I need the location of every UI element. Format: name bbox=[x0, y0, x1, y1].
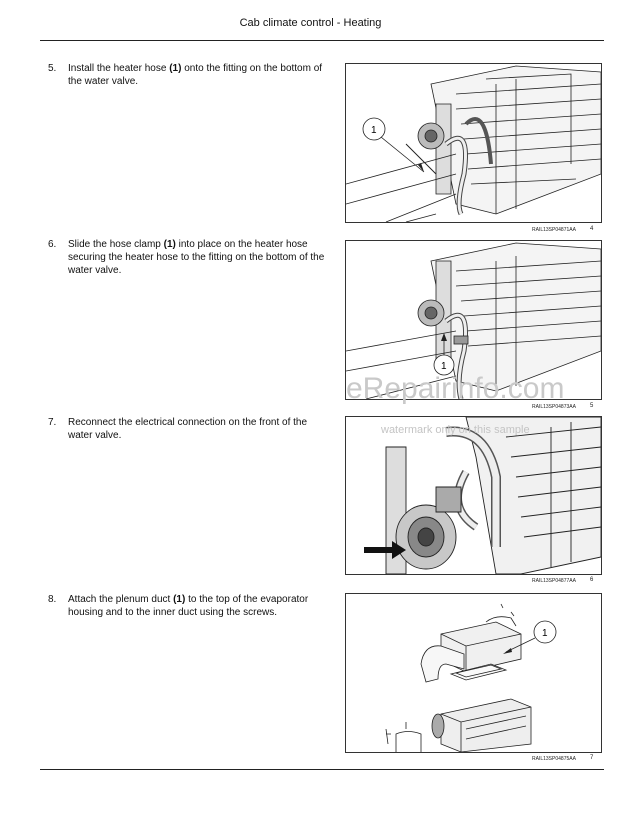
step-number: 6. bbox=[48, 239, 57, 250]
header-rule bbox=[40, 40, 604, 41]
step-8 bbox=[48, 593, 330, 619]
step-text: Install the heater hose (1) onto the fitting on the bottom of the water valve. bbox=[68, 63, 323, 87]
page-header: Cab climate control - Heating bbox=[239, 17, 382, 29]
step-text: Slide the hose clamp (1) into place on the heater hose securing the heater hose to the fitting on the bottom of the water valve. bbox=[68, 239, 325, 276]
callout-ref: (1) bbox=[169, 63, 182, 74]
watermark-note: watermark only on this sample bbox=[381, 424, 530, 436]
figure-number: 5 bbox=[590, 403, 594, 409]
step-number: 8. bbox=[48, 594, 57, 605]
figure-electrical-connection bbox=[345, 416, 602, 575]
callout-label: 1 bbox=[441, 361, 447, 372]
footer-rule bbox=[40, 769, 604, 770]
callout-label: 1 bbox=[542, 628, 548, 639]
figure-number: 6 bbox=[590, 577, 594, 583]
figure-code: RAIL13SP04875AA bbox=[532, 756, 576, 762]
figure-number: 7 bbox=[590, 755, 594, 761]
step-text: Attach the plenum duct (1) to the top of the evaporator housing and to the inner duct using the screws. bbox=[68, 594, 309, 618]
figure-number: 4 bbox=[590, 226, 594, 232]
callout-label: 1 bbox=[371, 125, 377, 136]
figure-heater-hose-install bbox=[345, 63, 602, 223]
step-7 bbox=[48, 416, 330, 442]
callout-ref: (1) bbox=[163, 239, 176, 250]
step-5 bbox=[48, 62, 330, 88]
step-text: Reconnect the electrical connection on the front of the water valve. bbox=[68, 417, 308, 441]
step-number: 5. bbox=[48, 63, 57, 74]
figure-code: RAIL13SP04871AA bbox=[532, 227, 576, 233]
callout-leader bbox=[381, 137, 424, 172]
watermark-site: eRepairinfo.com bbox=[346, 372, 565, 405]
callout-ref: (1) bbox=[173, 594, 186, 605]
figure-code: RAIL13SP04877AA bbox=[532, 578, 576, 584]
figure-code: RAIL13SP04873AA bbox=[532, 404, 576, 410]
step-6 bbox=[48, 238, 330, 277]
figure-plenum-duct bbox=[345, 593, 602, 753]
step-number: 7. bbox=[48, 417, 57, 428]
